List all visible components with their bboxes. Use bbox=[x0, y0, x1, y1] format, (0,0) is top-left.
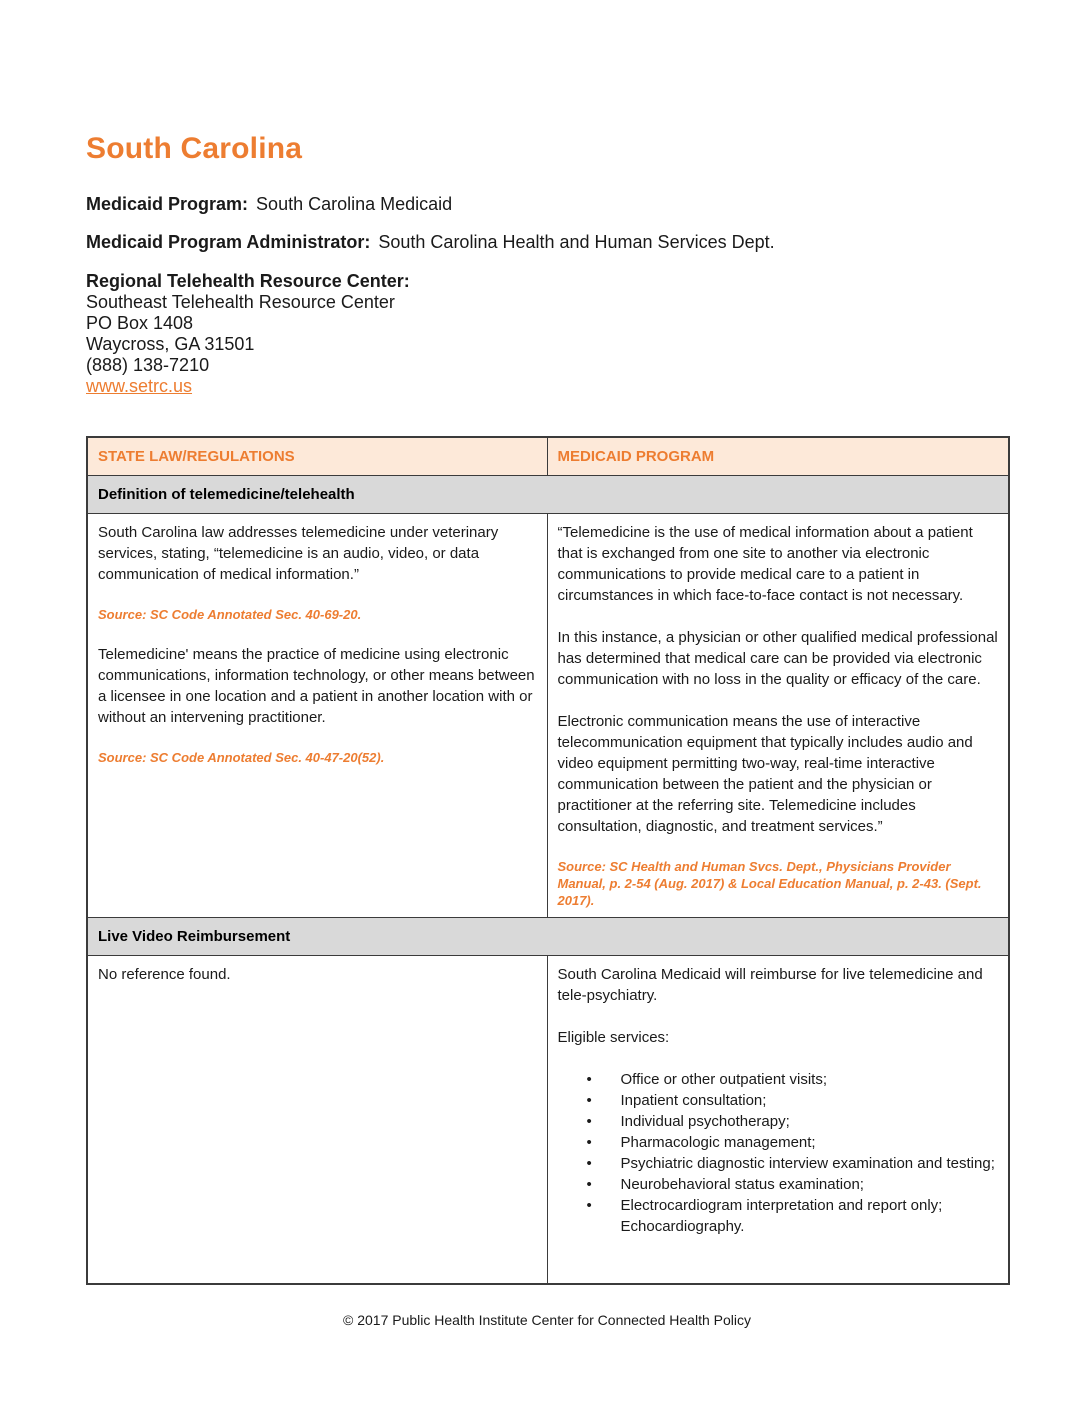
medicaid-definition-paragraph-2: In this instance, a physician or other qualified medical professional has determined that medical care can be provided via electronic communication with no loss in the quality or efficacy of the care. bbox=[557, 629, 998, 688]
setrc-link[interactable]: www.setrc.us bbox=[86, 376, 193, 396]
medicaid-definition-paragraph-1: “Telemedicine is the use of medical information about a patient that is exchanged from one site to another via electronic communications to provide medical care to a patient in circumstances in which face-to-face contact is not necessary. bbox=[557, 524, 973, 604]
reimbursement-paragraph: South Carolina Medicaid will reimburse for live telemedicine and tele-psychiatry. bbox=[557, 966, 983, 1004]
section-header-row-definition bbox=[87, 476, 1009, 514]
medicaid-program-header-cell: MEDICAID PROGRAM bbox=[547, 437, 1009, 476]
eligible-service-item: • Psychiatric diagnostic interview examination and testing; bbox=[558, 1153, 999, 1174]
section-title-definition: Definition of telemedicine/telehealth bbox=[87, 476, 1009, 514]
page-title: South Carolina bbox=[86, 132, 303, 165]
rtrc-label: Regional Telehealth Resource Center: bbox=[86, 271, 410, 291]
rtrc-organization: Southeast Telehealth Resource Center bbox=[86, 292, 395, 312]
eligible-service-item: • Individual psychotherapy; bbox=[558, 1111, 999, 1132]
eligible-service-item: • Inpatient consultation; bbox=[558, 1090, 999, 1111]
definition-content-row bbox=[87, 514, 1009, 918]
medicaid-source-citation: Source: SC Health and Human Svcs. Dept., Physicians Provider Manual, p. 2-54 (Aug. 2017) & Local Education Manual, p. 2-43. (Sept. 2017). bbox=[557, 859, 982, 908]
medicaid-program-label: Medicaid Program: bbox=[86, 194, 249, 214]
eligible-service-item: • Electrocardiogram interpretation and report only; Echocardiography. bbox=[558, 1195, 999, 1237]
rtrc-phone: (888) 138-7210 bbox=[86, 355, 210, 375]
definition-medicaid-cell bbox=[547, 514, 1009, 918]
medicaid-program-line bbox=[86, 194, 1010, 215]
medicaid-administrator-line bbox=[86, 232, 1010, 253]
medicaid-program-value: South Carolina Medicaid bbox=[256, 194, 453, 214]
eligible-service-item: • Office or other outpatient visits; bbox=[558, 1069, 999, 1090]
eligible-service-item: • Neurobehavioral status examination; bbox=[558, 1174, 999, 1195]
live-video-state-law-cell bbox=[87, 956, 547, 1284]
live-video-content-row bbox=[87, 956, 1009, 1284]
state-law-header-cell: STATE LAW/REGULATIONS bbox=[87, 437, 547, 476]
rtrc-city-state-zip: Waycross, GA 31501 bbox=[86, 334, 255, 354]
live-video-medicaid-cell bbox=[547, 956, 1009, 1284]
medicaid-administrator-value: South Carolina Health and Human Services Dept. bbox=[378, 232, 775, 252]
no-reference-text: No reference found. bbox=[98, 966, 231, 983]
section-title-live-video: Live Video Reimbursement bbox=[87, 918, 1009, 956]
state-law-medicaid-table bbox=[86, 436, 1010, 1285]
table-header-row bbox=[87, 437, 1009, 476]
medicaid-administrator-label: Medicaid Program Administrator: bbox=[86, 232, 371, 252]
telehealth-resource-center-block bbox=[86, 271, 1010, 397]
rtrc-po-box: PO Box 1408 bbox=[86, 313, 194, 333]
eligible-services-label: Eligible services: bbox=[557, 1029, 670, 1046]
page-footer-copyright: © 2017 Public Health Institute Center for Connected Health Policy bbox=[343, 1311, 751, 1328]
definition-state-law-cell bbox=[87, 514, 547, 918]
law-source-citation-1: Source: SC Code Annotated Sec. 40-69-20. bbox=[98, 607, 362, 622]
law-definition-paragraph-1: South Carolina law addresses telemedicine under veterinary services, stating, “telemedicine is an audio, video, or data communication of medical information.” bbox=[98, 524, 499, 583]
law-definition-paragraph-2: Telemedicine' means the practice of medicine using electronic communications, information technology, or other means between a licensee in one location and a patient in another location with or without an intervening practitioner. bbox=[98, 646, 535, 726]
section-header-row-live-video bbox=[87, 918, 1009, 956]
eligible-service-item: • Pharmacologic management; bbox=[558, 1132, 999, 1153]
medicaid-definition-paragraph-3: Electronic communication means the use of interactive telecommunication equipment that typically includes audio and video equipment permitting two-way, real-time interactive communication between the patient and the physician or practitioner at the referring site. Telemedicine includes consultation, diagnostic, and treatment services.” bbox=[557, 713, 973, 835]
law-source-citation-2: Source: SC Code Annotated Sec. 40-47-20(52). bbox=[98, 750, 385, 765]
eligible-services-list bbox=[558, 1069, 999, 1237]
